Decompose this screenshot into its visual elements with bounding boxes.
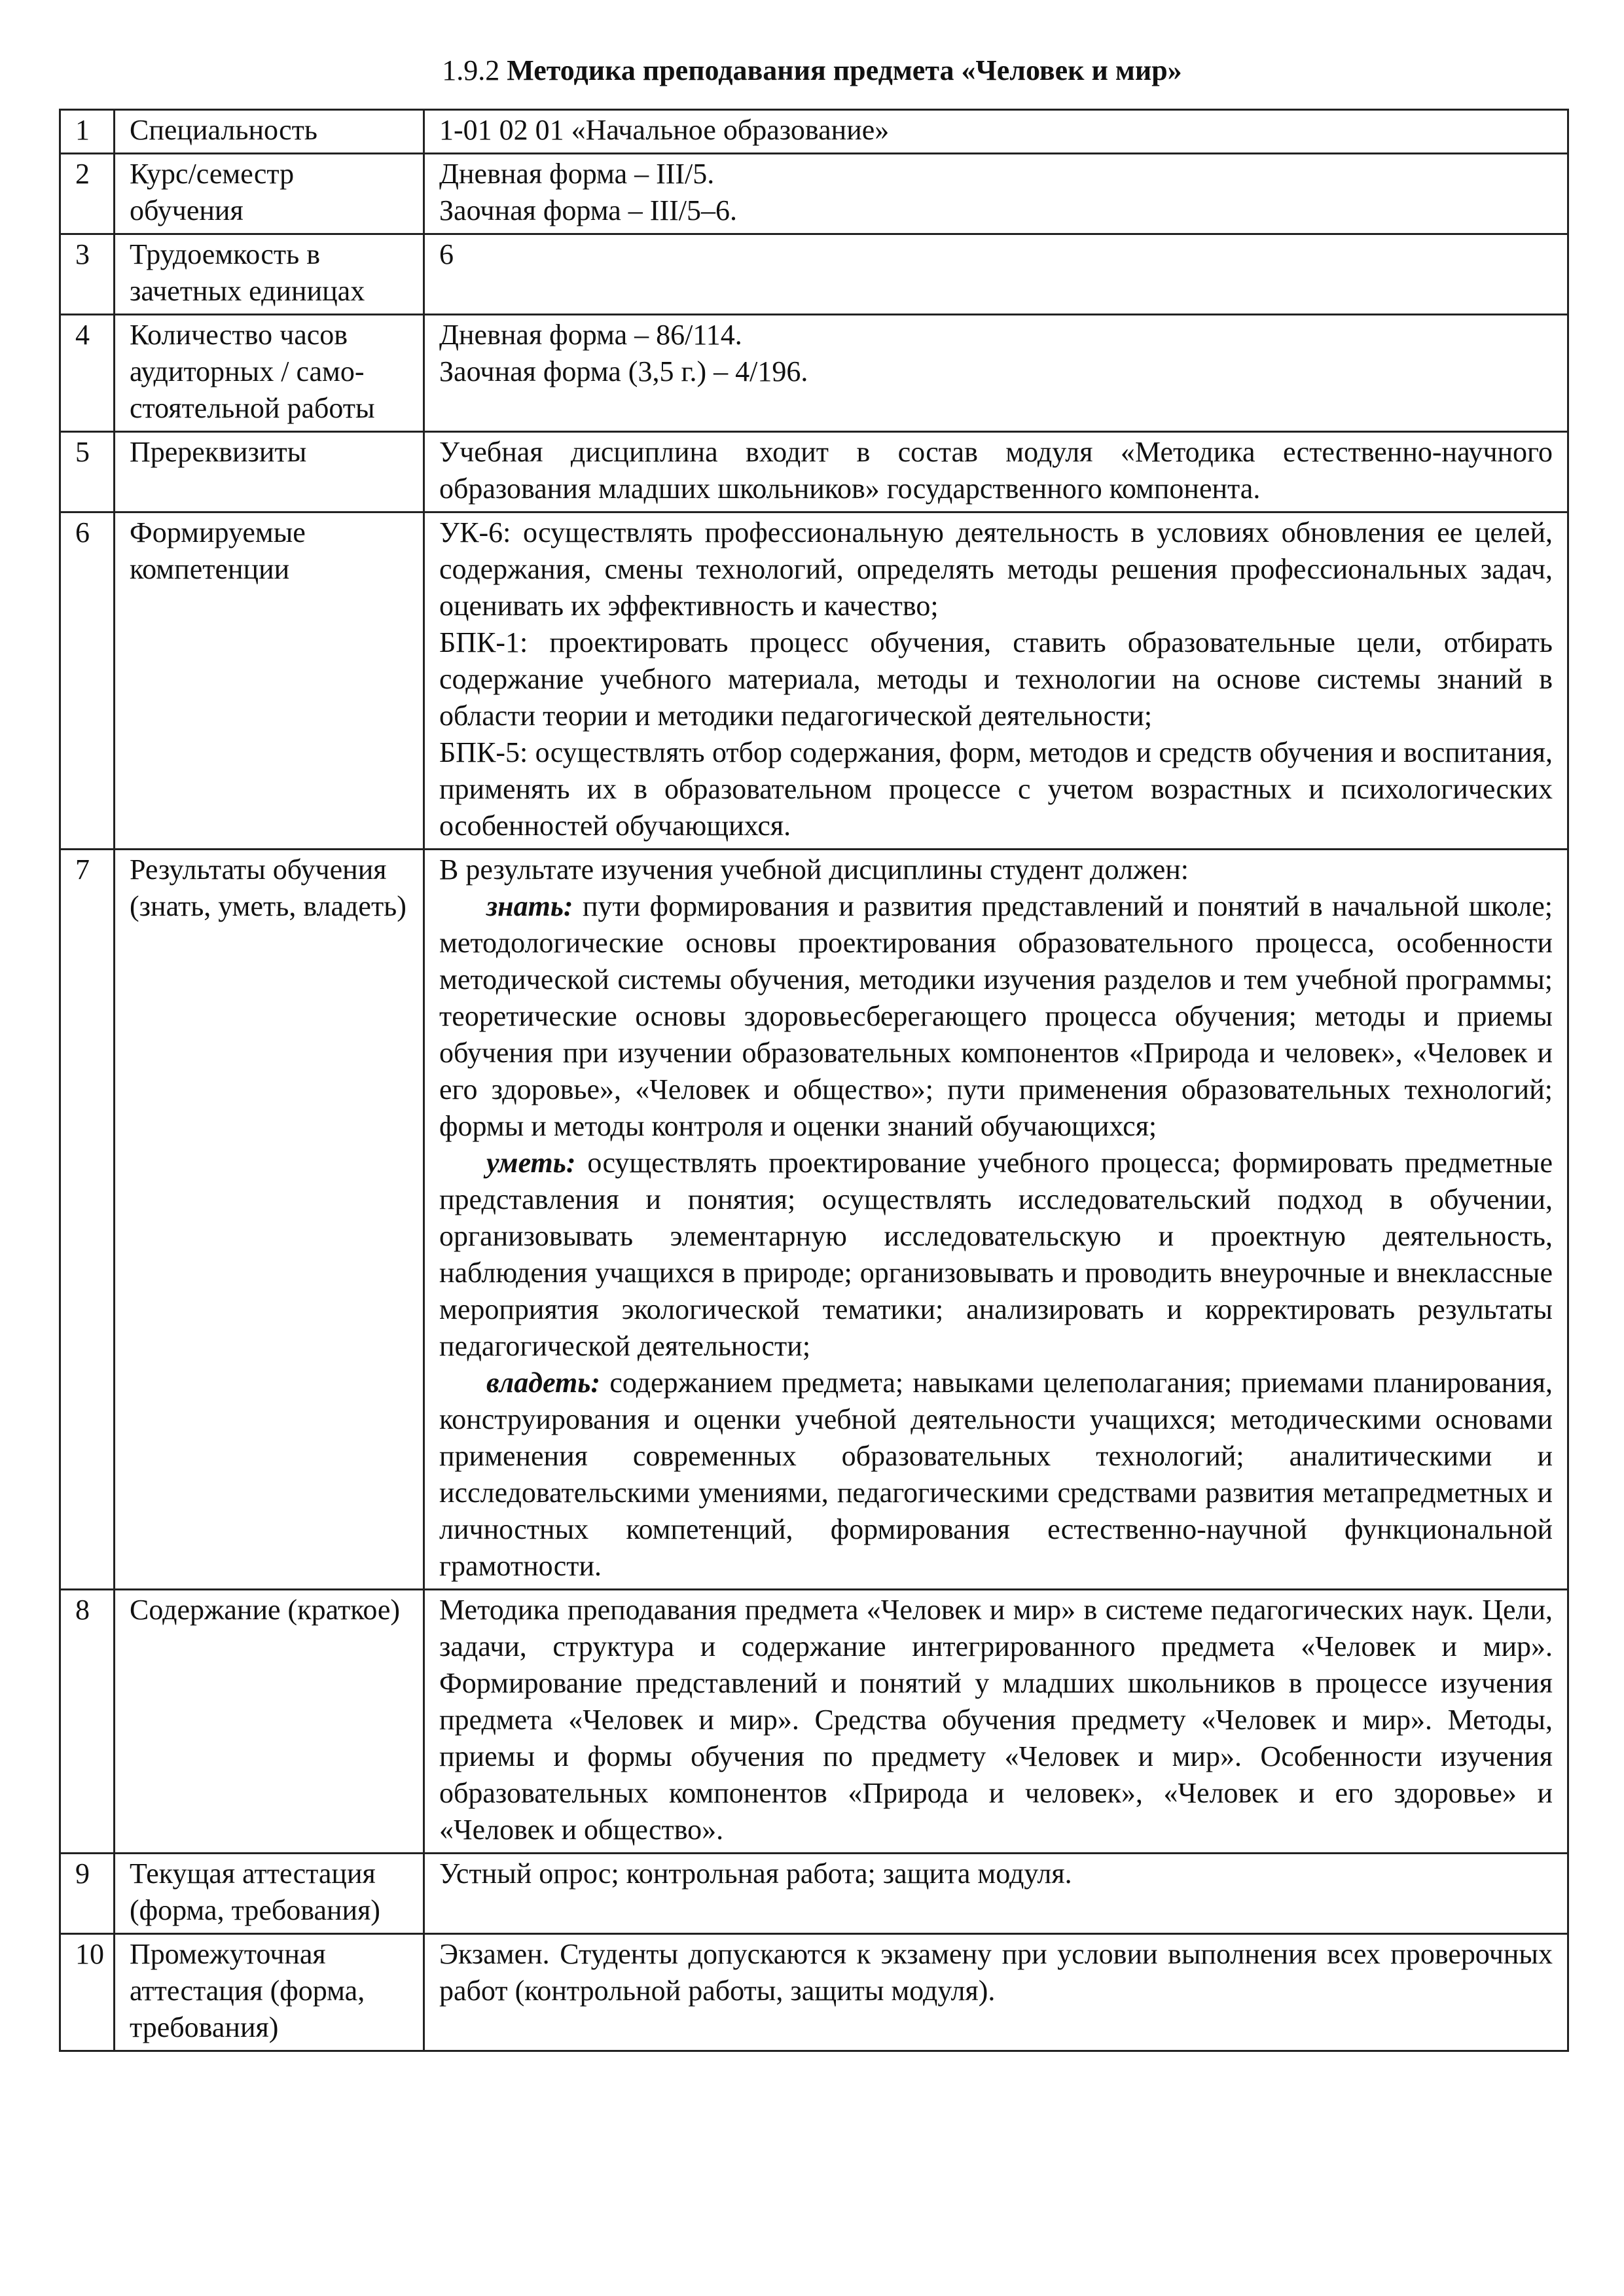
row-number: 4 [60,315,115,432]
row-label: Специальность [115,110,424,154]
section-name: Методика преподавания предмета «Человек и мир» [507,54,1182,86]
results-can [439,1145,1553,1365]
row-label: Количество часов аудиторных / само-стоятельной работы [115,315,424,432]
row-number: 2 [60,154,115,234]
own-text: содержанием предмета; навыками целеполагания; приемами планирования, конструирования и оценки учебной деятельности учащихся; методическими основами применения современных образовательных технологий; аналитическими и исследовательскими умениями, педагогическими средствами развития метапредметных и личностных компетенций, формирования естественно-научной функциональной грамотности. [439,1367,1553,1582]
can-text: осуществлять проектирование учебного процесса; формировать предметные представления и понятия; осуществлять исследовательский подход в обучении, организовывать элементарную исследовательскую и проектную деятельность, наблюдения учащихся в природе; организовывать и проводить внеурочные и внеклассные мероприятия экологической тематики; анализировать и корректировать результаты педагогической деятельности; [439,1147,1553,1362]
page-title [0,52,1624,89]
competence-bpk5: БПК-5: осуществлять отбор содержания, форм, методов и средств обучения и воспитания, применять их в образовательном процессе с учетом возрастных и психологических особенностей обучающихся. [439,736,1553,842]
row-number: 8 [60,1590,115,1854]
content-paragraph: Заочная форма (3,5 г.) – 4/196. [439,355,808,387]
content-paragraph: Дневная форма – III/5. [439,158,715,190]
content-paragraph: Экзамен. Студенты допускаются к экзамену при условии выполнения всех проверочных работ (контрольной работы, защиты модуля). [439,1938,1553,2007]
content-paragraph: Методика преподавания предмета «Человек и мир» в системе педагогических наук. Цели, задачи, структура и содержание интегрированного предмета «Человек и мир». Формирование представлений и понятий у младших школьников в процессе изучения предмета «Человек и мир». Средства обучения предмету «Человек и мир». Методы, приемы и формы обучения по предмету «Человек и мир». Особенности изучения образовательных компонентов «Природа и человек», «Человек и его здоровье» и «Человек и общество». [439,1594,1553,1846]
row-label: Результаты обучения (знать, уметь, владеть) [115,850,424,1590]
row-label: Содержание (краткое) [115,1590,424,1854]
row-content [424,1854,1568,1934]
row-number: 3 [60,234,115,315]
row-number: 7 [60,850,115,1590]
row-content [424,512,1568,850]
row-content [424,1934,1568,2051]
table-row [60,850,1568,1590]
table-row [60,1854,1568,1934]
row-number: 10 [60,1934,115,2051]
row-number: 6 [60,512,115,850]
content-paragraph: Учебная дисциплина входит в состав модуля «Методика естественно-научного образования младших школьников» государственного компонента. [439,436,1553,505]
table-row [60,432,1568,512]
row-label: Трудоемкость в зачетных единицах [115,234,424,315]
competence-bpk1: БПК-1: проектировать процесс обучения, ставить образовательные цели, отбирать содержание учебного материала, методы и технологии на основе системы знаний в области теории и методики педагогической деятельности; [439,626,1553,732]
table-row [60,512,1568,850]
know-keyword: знать: [486,890,573,922]
row-content [424,850,1568,1590]
content-paragraph: 1-01 02 01 «Начальное образование» [439,114,890,146]
table-row [60,315,1568,432]
row-content [424,315,1568,432]
row-content [424,110,1568,154]
table-row [60,1590,1568,1854]
row-content [424,154,1568,234]
content-paragraph: 6 [439,238,454,270]
own-keyword: владеть: [486,1367,601,1399]
row-label: Формируемые компетенции [115,512,424,850]
can-keyword: уметь: [486,1147,576,1179]
section-number: 1.9.2 [442,54,500,86]
results-intro: В результате изучения учебной дисциплины студент должен: [439,853,1189,886]
row-label: Курс/семестр обучения [115,154,424,234]
know-text: пути формирования и развития представлений и понятий в начальной школе; методологические основы проектирования образовательного процесса, особенности методической системы обучения, методики изучения разделов и тем учебной программы; теоретические основы здоровьесберегающего процесса обучения; методы и приемы обучения при изучении образовательных компонентов «Природа и человек», «Человек и его здоровье», «Человек и общество»; пути применения образовательных технологий; формы и методы контроля и оценки знаний обучающихся; [439,890,1553,1142]
row-label: Промежуточная аттестация (форма, требования) [115,1934,424,2051]
row-number: 1 [60,110,115,154]
results-know [439,888,1553,1145]
row-content [424,432,1568,512]
table-row [60,1934,1568,2051]
competence-uk6: УК-6: осуществлять профессиональную деятельность в условиях обновления ее целей, содержания, смены технологий, определять методы решения профессиональных задач, оценивать их эффективность и качество; [439,516,1553,622]
discipline-table [59,109,1569,2052]
table-row [60,234,1568,315]
content-paragraph: Заочная форма – III/5–6. [439,194,737,226]
row-number: 9 [60,1854,115,1934]
results-own [439,1365,1553,1585]
content-paragraph: Устный опрос; контрольная работа; защита модуля. [439,1857,1072,1890]
row-label: Пререквизиты [115,432,424,512]
row-number: 5 [60,432,115,512]
content-paragraph: Дневная форма – 86/114. [439,319,742,351]
row-label: Текущая аттестация (форма, требования) [115,1854,424,1934]
table-row [60,110,1568,154]
row-content [424,1590,1568,1854]
row-content [424,234,1568,315]
table-row [60,154,1568,234]
